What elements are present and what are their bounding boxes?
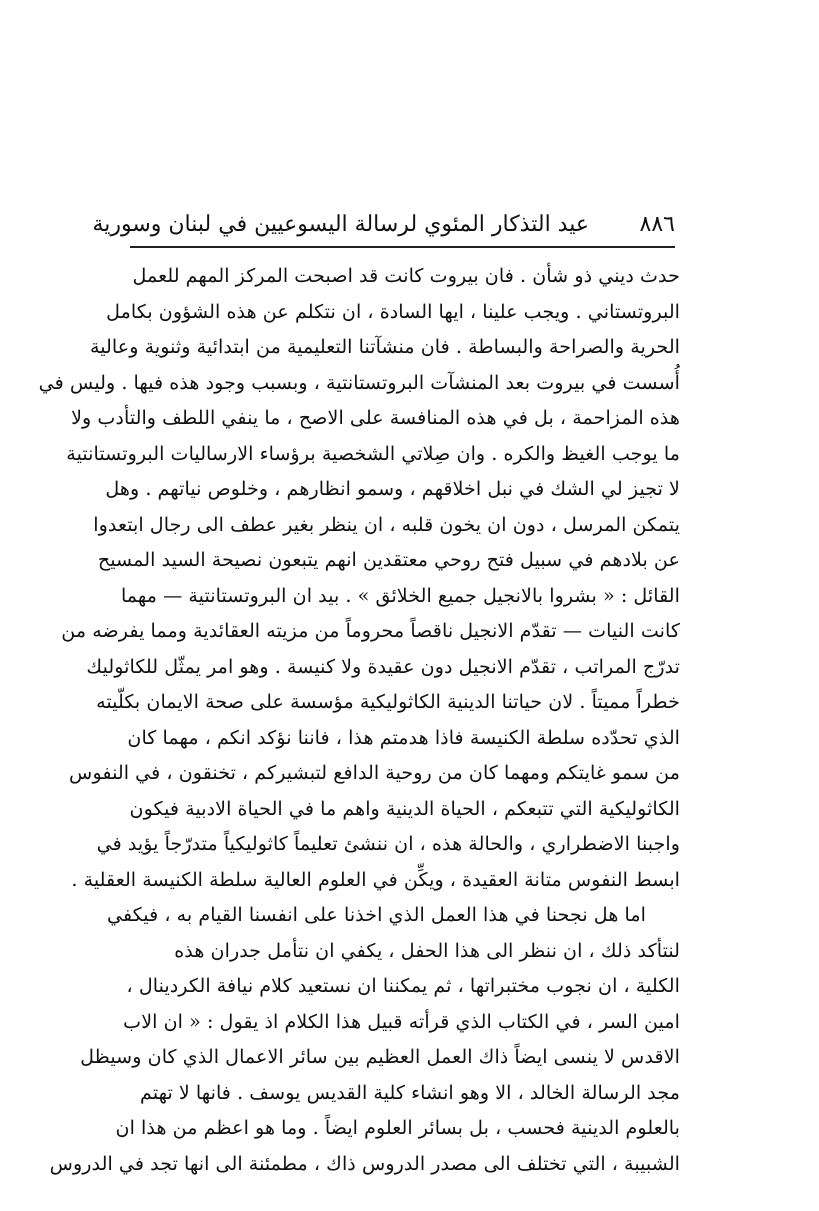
page-header [92,210,675,244]
text-line: واجبنا الاضطراري ، والحالة هذه ، ان ننشئ تعليماً كاثوليكياً متدرّجاً يؤيد في [96,832,680,855]
text-line: الحرية والصراحة والبساطة . فان منشآتنا التعليمية من ابتدائية وثنوية وعالية [89,335,680,358]
text-line: الكلية ، ان نجوب مختبراتها ، ثم يمكننا ان نستعيد كلام نيافة الكردينال ، [126,974,680,997]
text-line: الكاثوليكية التي تتبعكم ، الحياة الدينية واهم ما في الحياة الادبية فيكون [129,796,680,820]
text-line: ما يوجب الغيظ والكره . وان صِلاتي الشخصية برؤساء الارساليات البروتستانتية [66,441,680,465]
text-line: لا تجيز لي الشك في نبل اخلاقهم ، وسمو انظارهم ، وخلوص نياتهم . وهل [105,477,680,500]
text-line: بالعلوم الدينية فحسب ، بل بسائر العلوم ايضاً . وما هو اعظم من هذا ان [115,1116,680,1139]
text-line: حدث ديني ذو شأن . فان بيروت كانت قد اصبحت المركز المهم للعمل [132,264,680,287]
text-line: ابسط النفوس متانة العقيدة ، ويكِّن في العلوم العالية سلطة الكنيسة العقلية . [71,867,680,891]
text-line: تدرّج المراتب ، تقدّم الانجيل دون عقيدة ولا كنيسة . وهو امر يمثّل للكاثوليك [86,654,680,678]
header-rule [130,246,675,248]
text-line: البروتستاني . ويجب علينا ، ايها السادة ، ان نتكلم عن هذه الشؤون بكامل [106,299,680,323]
text-line: الشبيبة ، التي تختلف الى مصدر الدروس ذاك ، مطمئنة الى انها تجد في الدروس [49,1151,680,1175]
text-line: هذه المزاحمة ، بل في هذه المنافسة على الاصح ، ما ينفي اللطف والتأدب ولا [71,406,680,429]
text-line: من سمو غايتكم ومهما كان من روحية الدافع لتبشيركم ، تخنقون ، في النفوس [69,761,680,784]
paragraph-1 [38,258,680,897]
text-line: اما هل نجحنا في هذا العمل الذي اخذنا على انفسنا القيام به ، فيكفي [106,903,646,926]
text-line: أُسست في بيروت بعد المنشآت البروتستانتية ، وبسبب وجود هذه فيها . وليس في [38,370,680,394]
running-title: عيد التذكار المئوي لرسالة اليسوعيين في لبنان وسورية [92,212,589,237]
paragraph-2 [49,897,680,1181]
text-line: الاقدس لا ينسى ايضاً ذاك العمل العظيم بين سائر الاعمال الذي كان وسيظل [80,1045,680,1068]
body-text [38,258,680,1181]
text-line: خطراً مميتاً . لان حياتنا الدينية الكاثوليكية مؤسسة على صحة الايمان بكلّيته [96,690,680,713]
text-line: القائل : « بشروا بالانجيل جميع الخلائق » . بيد ان البروتستانتية — مهما [120,583,680,607]
text-line: امين السر ، في الكتاب الذي قرأته قبيل هذا الكلام اذ يقول : « ان الاب [123,1009,680,1033]
text-line: الذي تحدّده سلطة الكنيسة فاذا هدمتم هذا ، فاننا نؤكد انكم ، مهما كان [127,725,680,749]
text-line: لنتأكد ذلك ، ان ننظر الى هذا الحفل ، يكفي ان نتأمل جدران هذه [174,938,680,962]
text-line: عن بلادهم في سبيل فتح روحي معتقدين انهم يتبعون نصيحة السيد المسيح [97,548,680,571]
text-line: كانت النيات — تقدّم الانجيل ناقصاً محروماً من مزيته العقائدية ومما يفرضه من [61,619,680,642]
text-line: يتمكن المرسل ، دون ان يخون قلبه ، ان ينظر بغير عطف الى رجال ابتعدوا [93,512,680,536]
text-line: مجد الرسالة الخالد ، الا وهو انشاء كلية القديس يوسف . فانها لا تهتم [140,1080,680,1104]
page-number: ٨٨٦ [639,212,675,237]
